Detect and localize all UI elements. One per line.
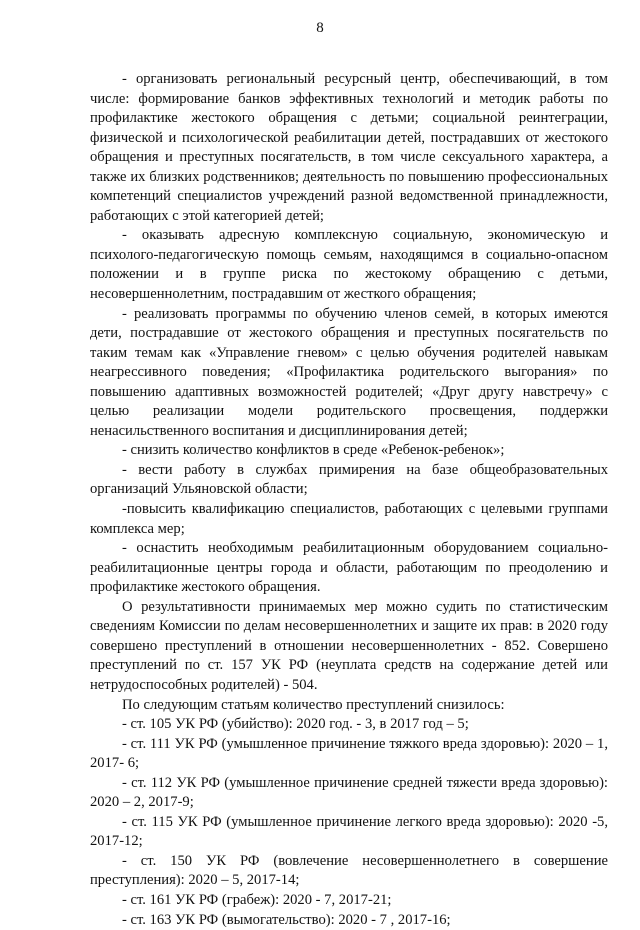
list-item-article-112: - ст. 112 УК РФ (умышленное причинение средней тяжести вреда здоровью): 2020 – 2, 2017-9; [90,774,608,811]
paragraph-regional-resource-center: - организовать региональный ресурсный центр, обеспечивающий, в том числе: формирование банков эффективных технологий и методик работы по профилактике жестокого обращения с детьми; социальной реинтеграции, физической и психологической реабилитации детей, пострадавших от жестокого обращения и преступных посягательств, в том числе сексуального характера, а также их близких родственников; деятельность по повышению профессиональных компетенций специалистов учреждений разной ведомственной принадлежности, работающих с этой категорией детей; [90,71,608,224]
list-item-article-105: - ст. 105 УК РФ (убийство): 2020 год. - 3, в 2017 год – 5; [122,716,469,733]
page-number: 8 [316,20,324,36]
paragraph-targeted-assistance: - оказывать адресную комплексную социальную, экономическую и психолого-педагогическую помощь семьям, находящимся в социально-опасном положении и в группе риска по жестокому обращению с детьми, несовершеннолетним, пострадавшим от жесткого обращения; [90,227,608,303]
paragraph-reduce-conflicts: - снизить количество конфликтов в среде «Ребенок-ребенок»; [122,442,505,459]
paragraph-rehabilitation-equipment: - оснастить необходимым реабилитационным оборудованием социально-реабилитационные центры города и области, работающим по преодолению и профилактике жестокого обращения. [90,540,608,596]
list-item-article-150: - ст. 150 УК РФ (вовлечение несовершеннолетнего в совершение преступления): 2020 – 5, 2017-14; [90,852,608,889]
list-item-article-111: - ст. 111 УК РФ (умышленное причинение тяжкого вреда здоровью): 2020 – 1, 2017- 6; [90,735,608,772]
paragraph-family-training-programs: - реализовать программы по обучению членов семей, в которых имеются дети, пострадавшие от жестокого обращения и преступных посягательств по таким темам как «Управление гневом» с целью обучения родителей навыкам неагрессивного поведения; «Профилактика родительского выгорания» по повышению адаптивных возможностей родителей; «Друг другу навстречу» с целью реализации модели родительского просвещения, поддержки ненасильственного воспитания и дисциплинирования детей; [90,305,608,439]
list-item-article-161: - ст. 161 УК РФ (грабеж): 2020 - 7, 2017-21; [122,891,392,908]
paragraph-statistics-summary: О результативности принимаемых мер можно судить по статистическим сведениям Комиссии по делам несовершеннолетних и защите их прав: в 2020 году совершено преступлений в отношении несовершеннолетних - 852. Совершено преступлений по ст. 157 УК РФ (неуплата средств на содержание детей или нетрудоспособных родителей) - 504. [90,598,608,693]
paragraph-mediation-services: - вести работу в службах примирения на базе общеобразовательных организаций Ульяновской области; [90,461,608,498]
list-item-article-163: - ст. 163 УК РФ (вымогательство): 2020 - 7 , 2017-16; [122,911,451,928]
paragraph-decreased-crimes-intro: По следующим статьям количество преступлений снизилось: [122,696,505,713]
paragraph-raise-qualification: -повысить квалификацию специалистов, работающих с целевыми группами комплекса мер; [90,501,608,537]
document-body [90,70,608,930]
list-item-article-115: - ст. 115 УК РФ (умышленное причинение легкого вреда здоровью): 2020 -5, 2017-12; [90,813,608,850]
